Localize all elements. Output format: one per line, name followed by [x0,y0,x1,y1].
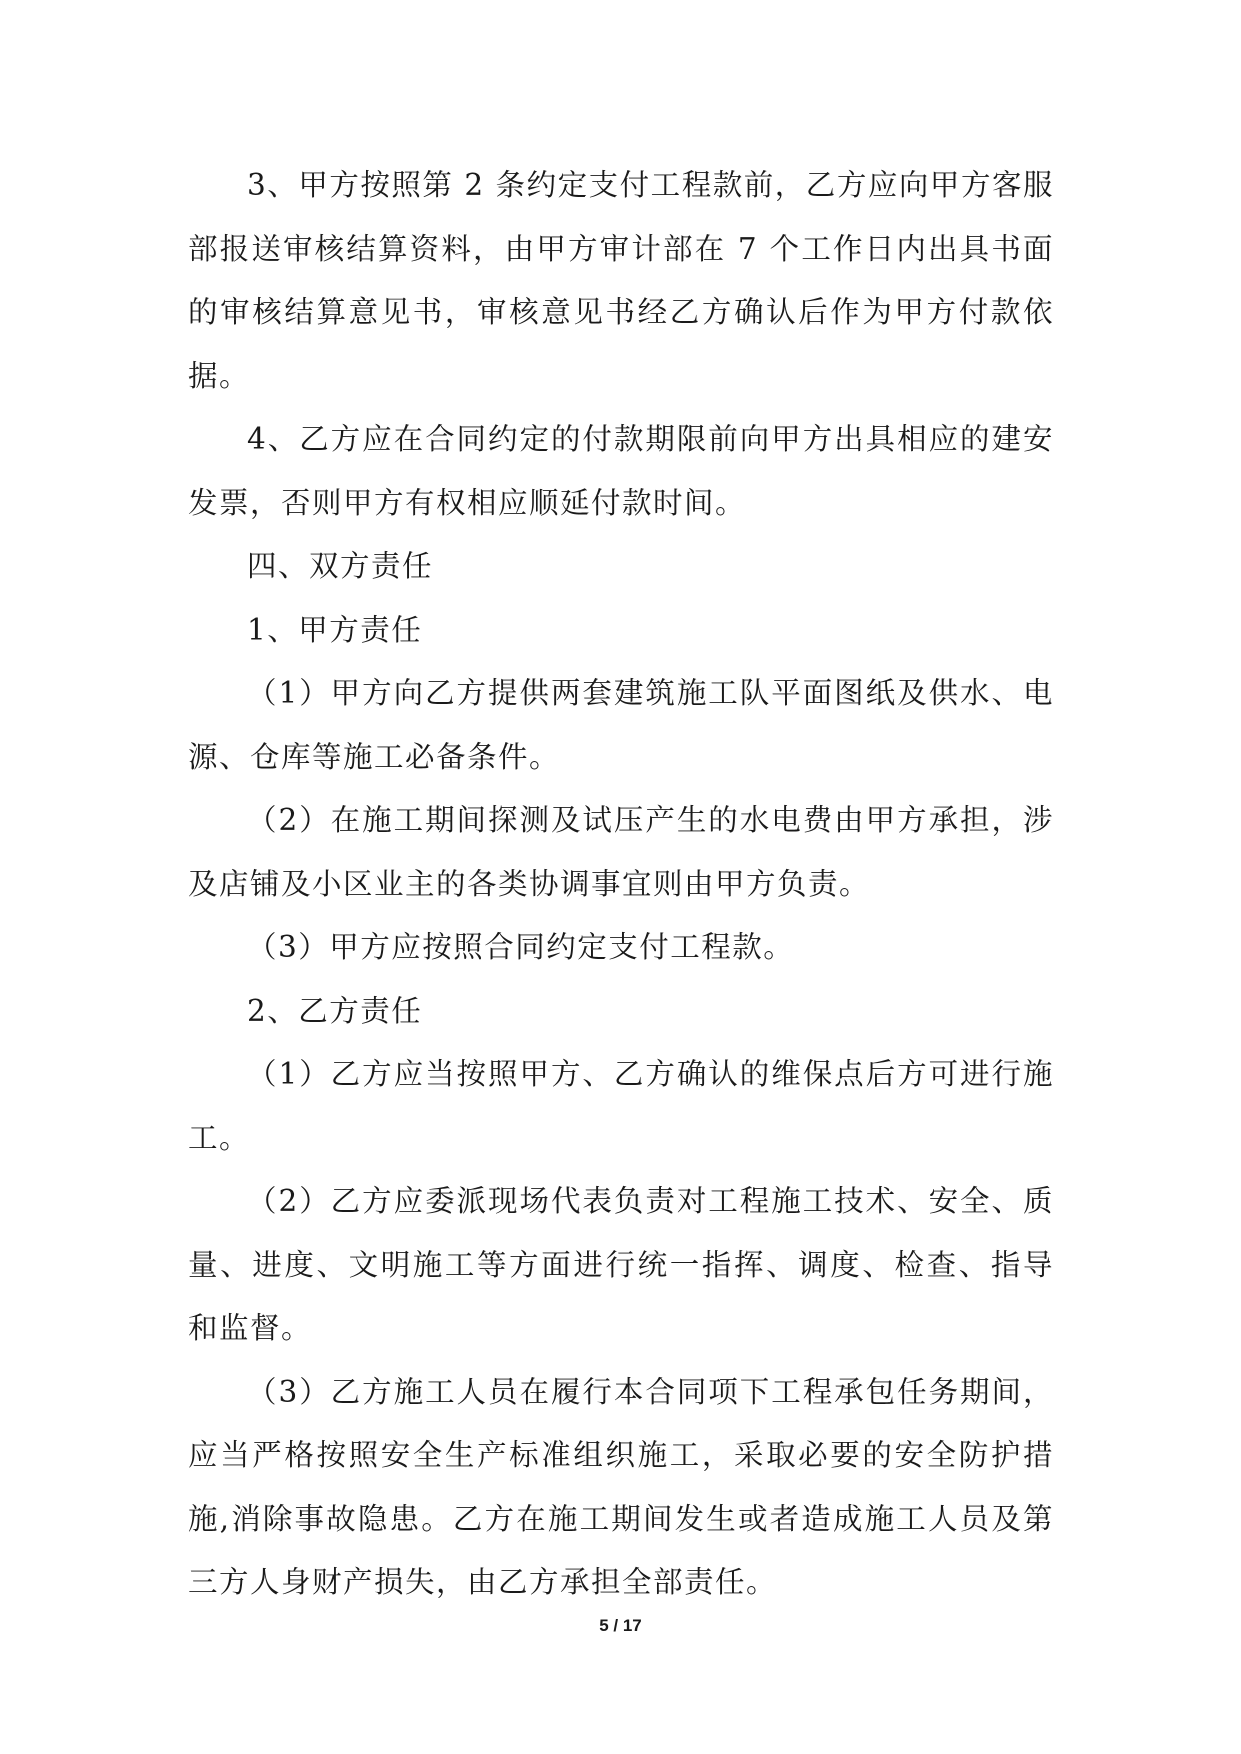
paragraph-party-a-item-3: （3）甲方应按照合同约定支付工程款。 [247,930,795,964]
paragraph-payment-settlement: 3、甲方按照第 2 条约定支付工程款前，乙方应向甲方客服部报送审核结算资料，由甲方审计部在 7 个工作日内出具书面的审核结算意见书，审核意见书经乙方确认后作为甲方付款依据。 [188,168,1054,393]
paragraph-invoice: 4、乙方应在合同约定的付款期限前向甲方出具相应的建安发票，否则甲方有权相应顺延付款时间。 [188,422,1054,520]
document-body [188,154,1054,1615]
subsection-heading-party-a: 1、甲方责任 [247,612,423,647]
page-number: 5 / 17 [599,1616,642,1635]
section-heading-responsibilities: 四、双方责任 [247,549,434,583]
paragraph-party-a-item-1: （1）甲方向乙方提供两套建筑施工队平面图纸及供水、电源、仓库等施工必备条件。 [188,676,1054,774]
paragraph-party-b-item-1: （1）乙方应当按照甲方、乙方确认的维保点后方可进行施工。 [188,1057,1054,1155]
paragraph-party-a-item-2: （2）在施工期间探测及试压产生的水电费由甲方承担，涉及店铺及小区业主的各类协调事宜则由甲方负责。 [188,803,1054,901]
paragraph-party-b-item-2: （2）乙方应委派现场代表负责对工程施工技术、安全、质量、进度、文明施工等方面进行统一指挥、调度、检查、指导和监督。 [188,1184,1054,1345]
subsection-heading-party-b: 2、乙方责任 [247,993,423,1028]
paragraph-party-b-item-3: （3）乙方施工人员在履行本合同项下工程承包任务期间，应当严格按照安全生产标准组织施工，采取必要的安全防护措施,消除事故隐患。乙方在施工期间发生或者造成施工人员及第三方人身财产损失，由乙方承担全部责任。 [188,1374,1054,1599]
